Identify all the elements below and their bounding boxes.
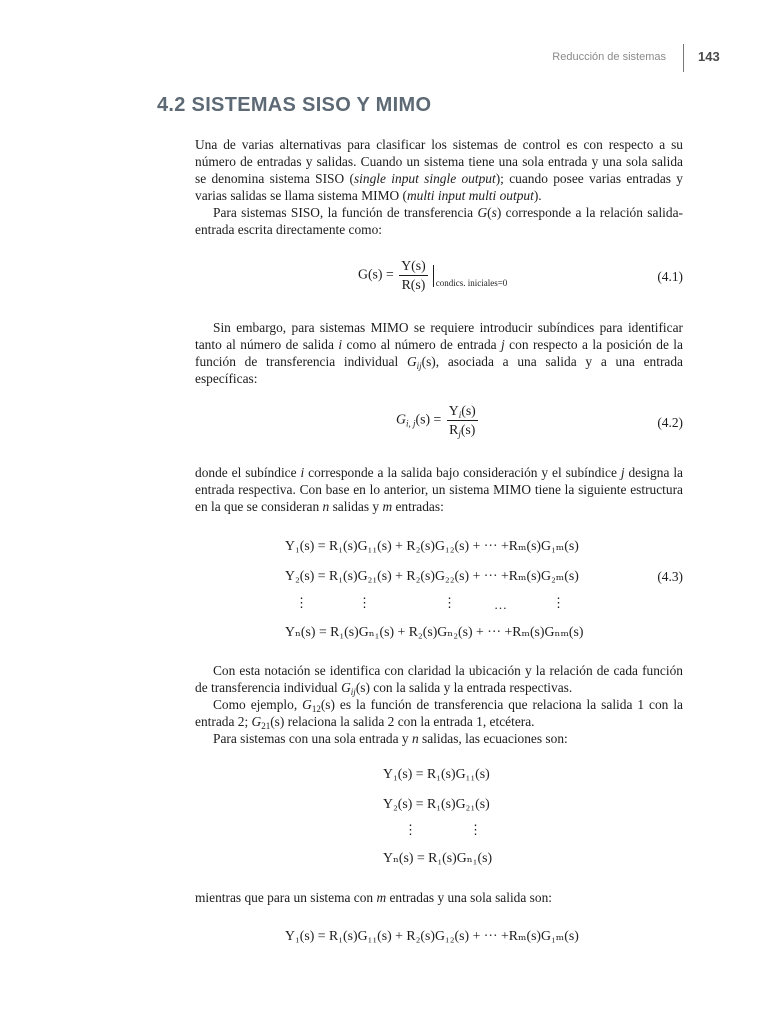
paragraph-mimo-indices: Sin embargo, para sistemas MIMO se requiere introducir subíndices para identificar tanto al número de salida i como al número de entrada j con respecto a la posición de la función de transferencia individual $G_{ij}(s)$, asociada a una salida y a una entrada específicas: bbox=[195, 320, 683, 386]
paragraph-intro: Una de varias alternativas para clasificar los sistemas de control es con respecto a su número de entradas y salidas. Cuando un sistema tiene una sola entrada y una sola salida se denomina sistema SISO (single input single output); cuando posee varias entradas y varias salidas se llama sistema MIMO (multi input multi output). bbox=[195, 137, 684, 203]
paragraph-siso: Para sistemas SISO, la función de transferencia G(s) corresponde a la relación salida-entrada escrita directamente como: bbox=[195, 205, 683, 237]
equation-label-4-3: (4.3) bbox=[657, 569, 683, 584]
paragraph-notation: Con esta notación se identifica con claridad la ubicación y la relación de cada función de transferencia individual $G_{ij}(s)$ con la salida y la entrada respectivas. bbox=[195, 663, 683, 697]
vertical-ellipsis: ⋮ bbox=[469, 822, 482, 837]
equation-4-1: G(s) = $\frac{Y(s)}{R(s)}$ $_{condics. iniciales=0}$ bbox=[358, 258, 508, 292]
vertical-ellipsis: ⋮ bbox=[443, 595, 456, 610]
single-input-row-2: Y₂(s) = R₁(s)G₂₁(s) bbox=[383, 796, 490, 811]
vertical-ellipsis: ⋮ bbox=[295, 595, 308, 610]
vertical-ellipsis: ⋮ bbox=[358, 595, 371, 610]
paragraph-mimo-structure: donde el subíndice i corresponde a la salida bajo consideración y el subíndice j designa la entrada respectiva. Con base en lo anterior, un sistema MIMO tiene la siguiente estructura en la que se consideran n salidas y m entradas: bbox=[195, 465, 683, 514]
single-input-row-n: Yₙ(s) = R₁(s)Gₙ₁(s) bbox=[383, 850, 493, 865]
paragraph-example: Como ejemplo, $G_{12}(s)$ es la función de transferencia que relaciona la salida 1 con la entrada 2; $G_{21}(s)$ relaciona la salida 2 con la entrada 1, etcétera. bbox=[195, 697, 683, 731]
equation-label-4-2: (4.2) bbox=[657, 415, 683, 430]
section-heading: 4.2 SISTEMAS SISO Y MIMO bbox=[157, 94, 432, 116]
single-input-row-1: Y₁(s) = R₁(s)G₁₁(s) bbox=[383, 766, 490, 781]
running-header-title: Reducción de sistemas bbox=[552, 51, 666, 63]
equation-4-3-row-n: Yₙ(s) = R₁(s)Gₙ₁(s) + R₂(s)Gₙ₂(s) + ··· +Rₘ(s)Gₙₘ(s) bbox=[285, 624, 584, 639]
single-output-row-1: Y₁(s) = R₁(s)G₁₁(s) + R₂(s)G₁₂(s) + ··· +Rₘ(s)G₁ₘ(s) bbox=[285, 928, 579, 943]
header-divider bbox=[683, 44, 684, 72]
paragraph-single-input: Para sistemas con una sola entrada y n salidas, las ecuaciones son: bbox=[213, 731, 568, 746]
vertical-ellipsis: ⋮ bbox=[552, 595, 565, 610]
paragraph-single-output: mientras que para un sistema con m entradas y una sola salida son: bbox=[195, 890, 552, 905]
equation-4-3-row-1: Y₁(s) = R₁(s)G₁₁(s) + R₂(s)G₁₂(s) + ··· +Rₘ(s)G₁ₘ(s) bbox=[285, 538, 579, 553]
page-number: 143 bbox=[698, 49, 720, 64]
horizontal-ellipsis: … bbox=[494, 597, 507, 612]
equation-label-4-1: (4.1) bbox=[657, 269, 683, 284]
equation-4-3-row-2: Y₂(s) = R₁(s)G₂₁(s) + R₂(s)G₂₂(s) + ··· +Rₘ(s)G₂ₘ(s) bbox=[285, 568, 579, 583]
vertical-ellipsis: ⋮ bbox=[404, 822, 417, 837]
equation-4-2: $G_{i, j}(s)$ = $\frac{Y_i(s)}{R_j(s)}$ bbox=[396, 403, 476, 439]
